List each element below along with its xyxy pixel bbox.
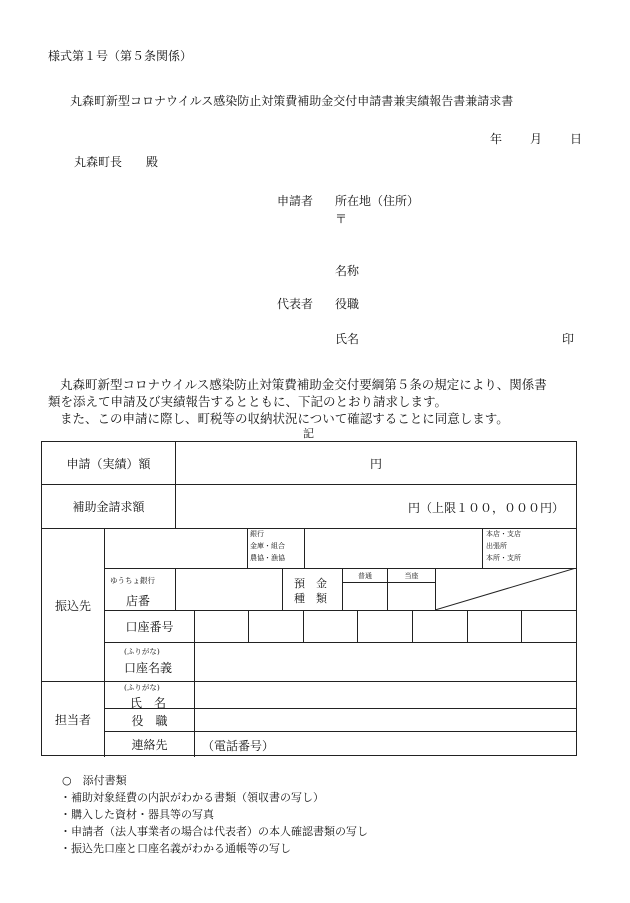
ki-label: 記 [303,427,314,440]
body-line-3: また、この申請に際し、町税等の収納状況について確認することに同意します。 [60,411,509,426]
date-year-label: 年 [490,132,503,146]
body-line-2: 類を添えて申請及び実績報告するとともに、下記のとおり請求します。 [48,394,448,409]
branch-type-honten: 本店・支店 [486,530,521,538]
rep-name-label: 氏名 [335,332,360,346]
applicant-label: 申請者 [277,194,314,208]
attachment-item: ・申請者（法人事業者の場合は代表者）の本人確認書類の写し [60,825,368,838]
attachment-item: ・振込先口座と口座名義がわかる通帳等の写し [60,842,291,855]
bank-type-bank: 銀行 [250,530,264,538]
account-number-label: 口座番号 [125,620,174,634]
contact-person-label: 担当者 [54,713,91,727]
deposit-label-2: 種 類 [294,592,327,605]
rep-title-label: 役職 [335,297,360,311]
account-furigana-label: (ふりがな) [124,647,160,656]
date-day-label: 日 [570,132,583,146]
deposit-normal[interactable]: 普通 [358,571,372,580]
yucho-label: ゆうちょ銀行 [110,576,155,585]
body-line-1: 丸森町新型コロナウイルス感染防止対策費補助金交付要綱第５条の規定により、関係書 [60,377,547,392]
person-name-label: 氏 名 [130,696,167,710]
document-title: 丸森町新型コロナウイルス感染防止対策費補助金交付申請書兼実績報告書兼請求書 [70,94,514,108]
postal-mark: 〒 [335,212,348,226]
seal-label: 印 [562,332,575,346]
claim-label: 補助金請求額 [72,500,145,514]
person-title-label: 役 職 [131,713,168,728]
bank-type-kinko: 金庫・組合 [250,542,285,550]
attachment-item: ・購入した資材・器具等の写真 [60,808,214,821]
amount-unit: 円 [369,456,382,471]
branch-number-label: 店番 [126,594,151,608]
person-contact-label: 連絡先 [131,737,168,752]
attachments-heading: ○ 添付書類 [62,774,127,787]
account-name-label: 口座名義 [124,661,173,675]
branch-type-shutchojo: 出張所 [486,542,507,550]
strike-diagonal [435,568,576,610]
addressee: 丸森町長 殿 [74,155,159,169]
attachment-item: ・補助対象経費の内訳がわかる書類（領収書の写し） [60,791,324,804]
name-label: 名称 [335,264,360,278]
deposit-current[interactable]: 当座 [404,571,419,580]
address-label: 所在地（住所） [335,194,420,208]
bank-type-nokyo: 農協・漁協 [250,554,285,562]
deposit-label-1: 預 金 [294,577,327,590]
phone-label: （電話番号） [202,739,275,753]
form-number: 様式第１号（第５条関係） [48,49,193,63]
representative-label: 代表者 [277,297,314,311]
amount-label: 申請（実績）額 [66,456,151,471]
claim-unit: 円（上限１００，０００円） [407,501,564,515]
transfer-label: 振込先 [54,598,91,613]
branch-type-honsho: 本所・支所 [486,554,521,562]
date-month-label: 月 [530,132,543,146]
form-table [41,441,577,756]
person-furigana-label: (ふりがな) [124,683,160,692]
